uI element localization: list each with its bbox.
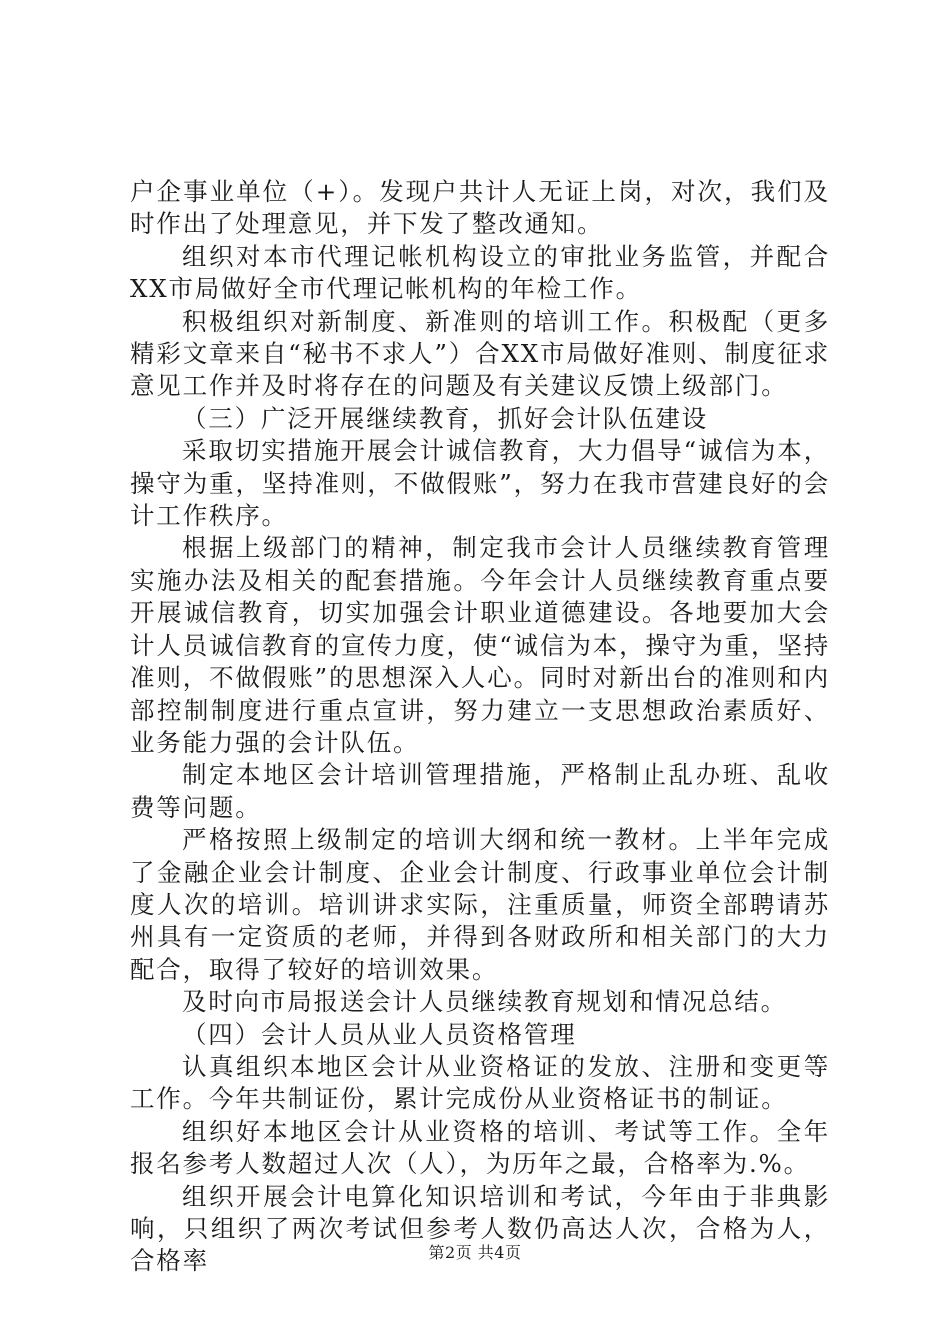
body-paragraph: 户企事业单位（+）。发现户共计人无证上岗，对次，我们及时作出了处理意见，并下发了整改通知。 xyxy=(130,177,830,239)
page-footer: 第2页 共4页 xyxy=(428,1243,522,1262)
body-paragraph: 采取切实措施开展会计诚信教育，大力倡导“诚信为本，操守为重，坚持准则，不做假账”，努力在我市营建良好的会计工作秩序。 xyxy=(130,436,830,531)
body-paragraph: 组织对本市代理记帐机构设立的审批业务监管，并配合XX市局做好全市代理记帐机构的年检工作。 xyxy=(130,241,830,304)
body-paragraph: 组织开展会计电算化知识培训和考试，今年由于非典影响，只组织了两次考试但参考人数仍高达人次，合格为人，合格率 xyxy=(130,1181,830,1276)
body-paragraph: 严格按照上级制定的培训大纲和统一教材。上半年完成了金融企业会计制度、企业会计制度、行政事业单位会计制度人次的培训。培训讲求实际，注重质量，师资全部聘请苏州具有一定资质的老师，并得到各财政所和相关部门的大力配合，取得了较好的培训效果。 xyxy=(130,825,830,984)
body-paragraph: 及时向市局报送会计人员继续教育规划和情况总结。 xyxy=(182,987,787,1017)
body-paragraph: 根据上级部门的精神，制定我市会计人员继续教育管理实施办法及相关的配套措施。今年会计人员继续教育重点要开展诚信教育，切实加强会计职业道德建设。各地要加大会计人员诚信教育的宣传力度，使“诚信为本，操守为重，坚持准则，不做假账”的思想深入人心。同时对新出台的准则和内部控制制度进行重点宣讲，努力建立一支思想政治素质好、业务能力强的会计队伍。 xyxy=(130,533,830,757)
body-paragraph: 积极组织对新制度、新准则的培训工作。积极配（更多精彩文章来自“秘书不求人”）合XX市局做好准则、制度征求意见工作并及时将存在的问题及有关建议反馈上级部门。 xyxy=(130,306,830,401)
body-paragraph: 制定本地区会计培训管理措施，严格制止乱办班、乱收费等问题。 xyxy=(130,760,830,822)
body-paragraph: （三）广泛开展继续教育，抓好会计队伍建设 xyxy=(182,403,708,433)
body-paragraph: 认真组织本地区会计从业资格证的发放、注册和变更等工作。今年共制证份，累计完成份从业资格证书的制证。 xyxy=(130,1051,830,1114)
body-paragraph: 组织好本地区会计从业资格的培训、考试等工作。全年报名参考人数超过人次（人），为历年之最，合格率为.%。 xyxy=(130,1116,830,1179)
document-body xyxy=(130,176,830,1278)
body-paragraph: （四）会计人员从业人员资格管理 xyxy=(182,1019,577,1049)
